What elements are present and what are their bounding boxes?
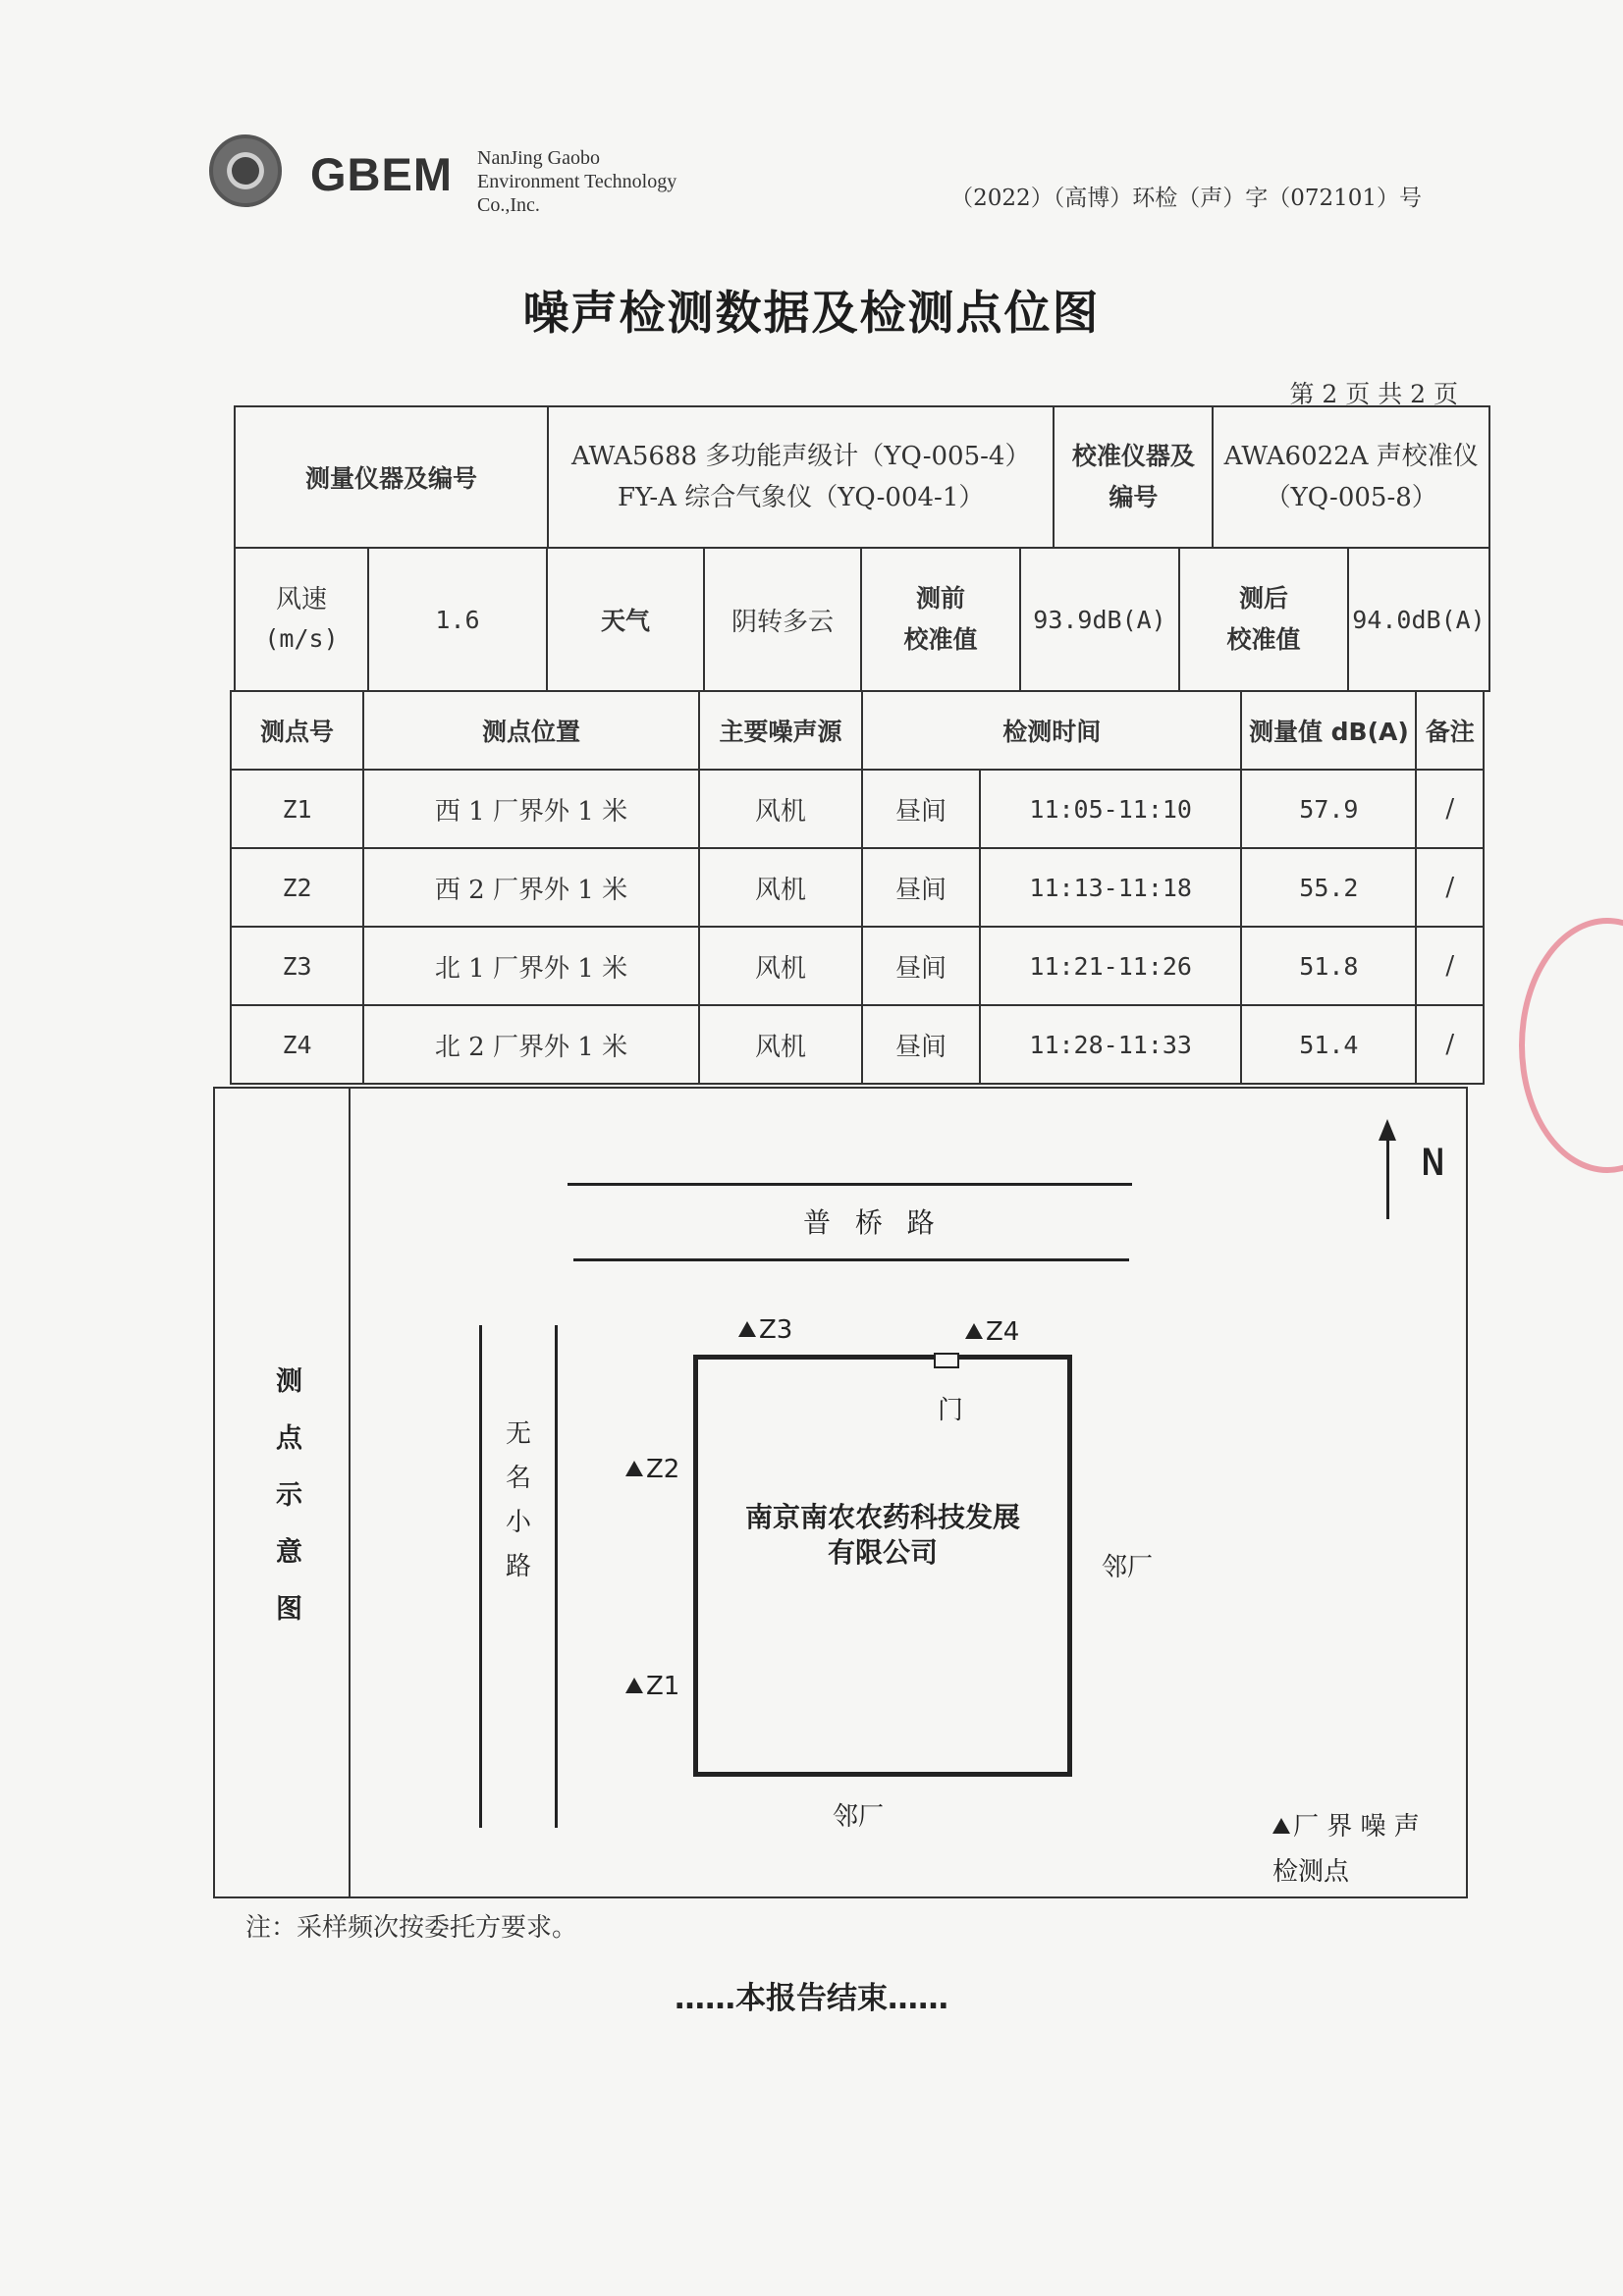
company-name-line-1: NanJing Gaobo xyxy=(477,147,600,169)
measurement-table xyxy=(230,690,1485,1085)
calibrator-label-line-1: 校准仪器及 xyxy=(1071,442,1195,470)
row-time: 11:21-11:26 xyxy=(980,927,1241,1005)
row-remark: / xyxy=(1416,848,1484,927)
company-name-line-3: Co.,Inc. xyxy=(477,194,540,216)
road-top-label: 普 桥 路 xyxy=(803,1206,943,1239)
row-remark: / xyxy=(1416,770,1484,848)
row-location: 西 1 厂界外 1 米 xyxy=(363,770,699,848)
point-z2-label: Z2 xyxy=(646,1455,680,1484)
plant-name-line-1: 南京南农农药科技发展 xyxy=(744,1501,1020,1533)
row-time: 11:28-11:33 xyxy=(980,1005,1241,1084)
gate-label: 门 xyxy=(938,1396,964,1425)
triangle-icon xyxy=(625,1461,643,1476)
row-point: Z4 xyxy=(231,1005,363,1084)
red-seal-stamp xyxy=(1519,918,1623,1173)
header-remark: 备注 xyxy=(1416,691,1484,770)
row-time: 11:13-11:18 xyxy=(980,848,1241,927)
page-indicator: 第 2 页 共 2 页 xyxy=(1289,380,1458,408)
point-z3-label: Z3 xyxy=(759,1315,793,1345)
post-calibration-label-line-1: 测后 xyxy=(1238,584,1288,613)
neighbor-south-label: 邻厂 xyxy=(833,1802,885,1832)
triangle-icon xyxy=(625,1678,643,1693)
row-period: 昼间 xyxy=(862,1005,980,1084)
table-header-row xyxy=(231,691,1484,770)
row-value: 51.8 xyxy=(1241,927,1416,1005)
post-calibration-label-line-2: 校准值 xyxy=(1226,625,1301,654)
header-point: 测点号 xyxy=(231,691,363,770)
triangle-icon xyxy=(965,1323,983,1339)
row-source: 风机 xyxy=(699,1005,862,1084)
row-value: 51.4 xyxy=(1241,1005,1416,1084)
pre-calibration-label-line-2: 校准值 xyxy=(903,625,978,654)
report-number: （2022）（高博）环检（声）字（072101）号 xyxy=(950,186,1422,211)
logo-emblem-icon xyxy=(232,157,259,185)
post-calibration-value: 94.0dB(A) xyxy=(1348,548,1489,691)
row-source: 风机 xyxy=(699,848,862,927)
row-value: 55.2 xyxy=(1241,848,1416,927)
plant-name xyxy=(693,1500,1072,1571)
row-period: 昼间 xyxy=(862,848,980,927)
point-z4 xyxy=(965,1317,1019,1347)
map-side-label-char: 意 xyxy=(276,1537,302,1568)
calibrator-value xyxy=(1213,406,1489,548)
pre-calibration-label xyxy=(861,548,1020,691)
row-remark: / xyxy=(1416,927,1484,1005)
row-remark: / xyxy=(1416,1005,1484,1084)
pre-calibration-label-line-1: 测前 xyxy=(915,584,965,613)
footnote: 注：采样频次按委托方要求。 xyxy=(245,1913,578,1943)
wind-value: 1.6 xyxy=(368,548,547,691)
calibrator-label xyxy=(1054,406,1213,548)
wind-label-line-1: 风速 xyxy=(275,585,327,614)
point-z4-label: Z4 xyxy=(986,1317,1020,1347)
instrument-label: 测量仪器及编号 xyxy=(235,406,548,548)
table-row xyxy=(231,848,1484,927)
triangle-icon xyxy=(1272,1818,1290,1834)
row-point: Z1 xyxy=(231,770,363,848)
page-title: 噪声检测数据及检测点位图 xyxy=(522,287,1101,341)
gate-icon xyxy=(934,1353,959,1368)
road-left-label-char: 名 xyxy=(506,1464,532,1493)
conditions-table xyxy=(234,547,1490,692)
point-z3 xyxy=(738,1315,792,1345)
header-value: 测量值 dB(A) xyxy=(1241,691,1416,770)
header-location: 测点位置 xyxy=(363,691,699,770)
road-left-outer-edge xyxy=(479,1325,482,1828)
company-name-line-2: Environment Technology xyxy=(477,171,677,192)
row-period: 昼间 xyxy=(862,770,980,848)
instrument-value-line-1: AWA5688 多功能声级计（YQ-005-4） xyxy=(570,442,1031,471)
road-left-label-char: 小 xyxy=(506,1508,532,1537)
instrument-value-line-2: FY-A 综合气象仪（YQ-004-1） xyxy=(618,483,985,512)
map-side-label-char: 测 xyxy=(276,1366,302,1397)
table-row xyxy=(231,770,1484,848)
road-left-label-char: 无 xyxy=(506,1419,532,1449)
wind-label-line-2: (m/s) xyxy=(264,624,339,653)
calibrator-value-line-2: （YQ-005-8） xyxy=(1265,483,1437,512)
row-source: 风机 xyxy=(699,770,862,848)
row-location: 北 1 厂界外 1 米 xyxy=(363,927,699,1005)
table-row xyxy=(231,1005,1484,1084)
map-side-label-char: 图 xyxy=(276,1594,302,1625)
weather-value: 阴转多云 xyxy=(704,548,861,691)
neighbor-east-label: 邻厂 xyxy=(1102,1553,1154,1582)
legend-line-1 xyxy=(1272,1806,1420,1842)
instrument-value xyxy=(548,406,1054,548)
map-divider xyxy=(349,1087,351,1898)
table-row xyxy=(231,927,1484,1005)
row-point: Z2 xyxy=(231,848,363,927)
calibrator-value-line-1: AWA6022A 声校准仪 xyxy=(1223,442,1479,471)
row-location: 北 2 厂界外 1 米 xyxy=(363,1005,699,1084)
row-period: 昼间 xyxy=(862,927,980,1005)
road-top-upper-edge xyxy=(568,1183,1132,1186)
legend-text-1: 厂 界 噪 声 xyxy=(1293,1812,1420,1842)
point-z2 xyxy=(625,1455,679,1484)
map-side-label-char: 示 xyxy=(276,1480,302,1511)
calibrator-label-line-2: 编号 xyxy=(1109,483,1159,511)
north-label: N xyxy=(1421,1141,1445,1184)
brand-name: GBEM xyxy=(310,148,453,200)
north-arrow-shaft xyxy=(1386,1129,1389,1219)
point-z1-label: Z1 xyxy=(646,1672,680,1701)
row-point: Z3 xyxy=(231,927,363,1005)
road-left-label-char: 路 xyxy=(506,1552,532,1581)
header-time: 检测时间 xyxy=(862,691,1241,770)
plant-name-line-2: 有限公司 xyxy=(827,1536,938,1569)
north-arrow-icon xyxy=(1379,1119,1396,1141)
wind-label xyxy=(235,548,368,691)
post-calibration-label xyxy=(1179,548,1348,691)
weather-label: 天气 xyxy=(547,548,704,691)
row-location: 西 2 厂界外 1 米 xyxy=(363,848,699,927)
map-side-label-char: 点 xyxy=(276,1423,302,1454)
report-end-text: ……本报告结束…… xyxy=(675,1981,948,2016)
triangle-icon xyxy=(738,1321,756,1337)
road-left-inner-edge xyxy=(555,1325,558,1828)
road-top-lower-edge xyxy=(573,1258,1129,1261)
row-time: 11:05-11:10 xyxy=(980,770,1241,848)
pre-calibration-value: 93.9dB(A) xyxy=(1020,548,1179,691)
point-z1 xyxy=(625,1672,679,1701)
row-source: 风机 xyxy=(699,927,862,1005)
row-value: 57.9 xyxy=(1241,770,1416,848)
header-source: 主要噪声源 xyxy=(699,691,862,770)
legend-line-2: 检测点 xyxy=(1272,1857,1350,1887)
